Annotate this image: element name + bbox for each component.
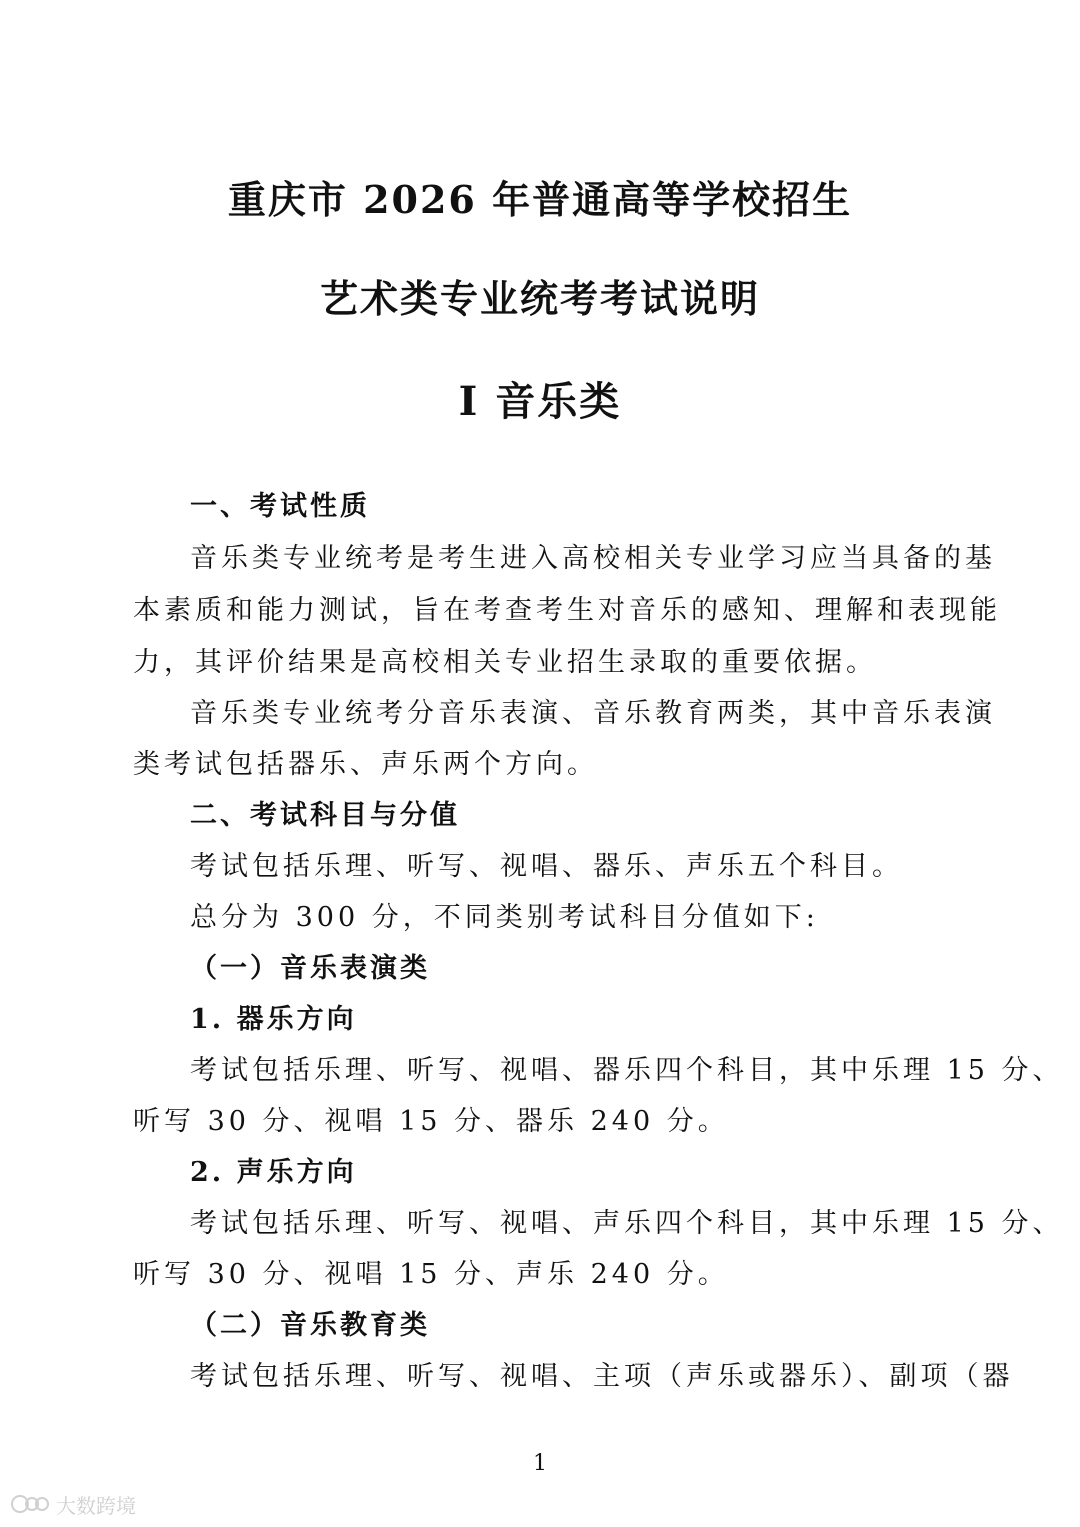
paragraph-line: 听写 30 分、视唱 15 分、声乐 240 分。 [133, 1259, 729, 1290]
heading-exam-nature: 一、考试性质 [190, 491, 370, 522]
subheading-instrumental: 1. 器乐方向 [190, 1004, 357, 1035]
paragraph-line: 考试包括乐理、听写、视唱、器乐四个科目，其中乐理 15 分、 [190, 1055, 1064, 1086]
subheading-performance: （一）音乐表演类 [190, 953, 430, 984]
subheading-vocal: 2. 声乐方向 [190, 1157, 357, 1188]
paragraph-line: 总分为 300 分，不同类别考试科目分值如下: [190, 902, 819, 933]
page-number: 1 [533, 1451, 547, 1476]
paragraph-line: 考试包括乐理、听写、视唱、声乐四个科目，其中乐理 15 分、 [190, 1208, 1064, 1239]
paragraph-line: 类考试包括器乐、声乐两个方向。 [133, 749, 598, 780]
paragraph-line: 考试包括乐理、听写、视唱、器乐、声乐五个科目。 [190, 851, 903, 882]
document-title-line-2: 艺术类专业统考考试说明 [319, 276, 760, 321]
watermark [10, 1490, 136, 1518]
paragraph-line: 考试包括乐理、听写、视唱、主项（声乐或器乐）、副项（器 [190, 1361, 1014, 1392]
subheading-education: （二）音乐教育类 [190, 1310, 430, 1341]
heading-subjects-scores: 二、考试科目与分值 [190, 800, 460, 831]
paragraph-line: 力，其评价结果是高校相关专业招生录取的重要依据。 [133, 647, 877, 678]
document-title-line-1: 重庆市 2026 年普通高等学校招生 [227, 177, 853, 222]
watermark-logo-icon [10, 1493, 52, 1515]
watermark-text: 大数跨境 [56, 1493, 136, 1518]
paragraph-line: 本素质和能力测试，旨在考查考生对音乐的感知、理解和表现能 [133, 595, 1001, 626]
paragraph-line: 音乐类专业统考分音乐表演、音乐教育两类，其中音乐表演 [190, 698, 996, 729]
paragraph-line: 听写 30 分、视唱 15 分、器乐 240 分。 [133, 1106, 729, 1137]
paragraph-line: 音乐类专业统考是考生进入高校相关专业学习应当具备的基 [190, 543, 996, 574]
section-title: I 音乐类 [458, 378, 622, 425]
